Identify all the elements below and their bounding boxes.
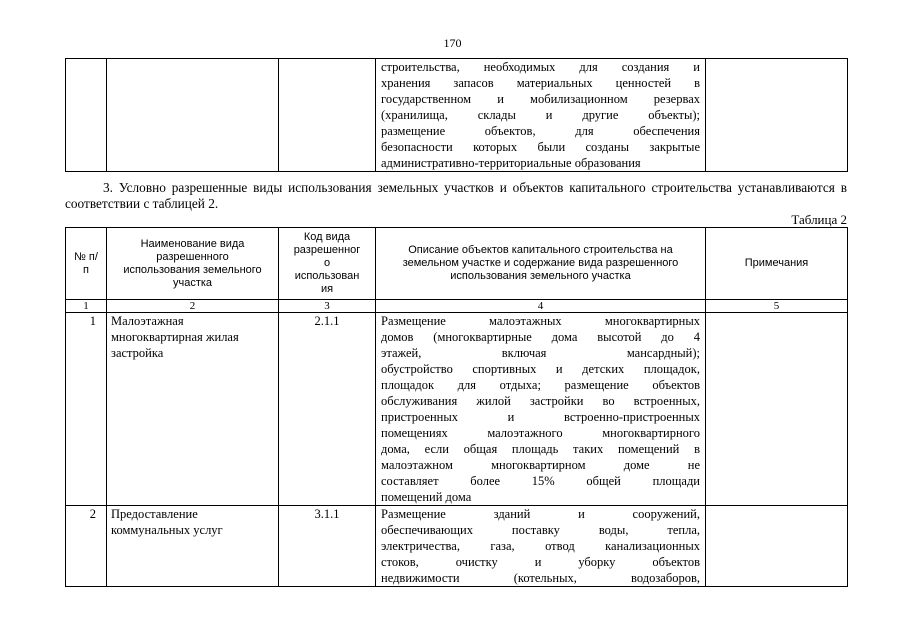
page-number: 170: [443, 36, 462, 50]
header-code-line: Код вида: [303, 231, 351, 243]
description-line: пристроенных и встроенно-пристроенных: [381, 410, 700, 424]
description-line: электричества, газа, отвод канализационных: [381, 539, 700, 553]
cont-desc-cell: [376, 59, 706, 172]
table-caption: Таблица 2: [791, 212, 847, 227]
column-number: 1: [66, 300, 107, 313]
cont-name-cell: [107, 59, 279, 172]
column-number: 2: [107, 300, 279, 313]
header-code-line: ия: [320, 283, 334, 295]
row-use-code: 2.1.1: [279, 313, 376, 506]
table-row: [66, 506, 848, 587]
row-use-name: Малоэтажная многоквартирная жилая застройка: [107, 313, 279, 506]
header-code-line: о: [323, 257, 331, 269]
cont-code-cell: [279, 59, 376, 172]
header-code: [279, 228, 376, 300]
cont-num-cell: [66, 59, 107, 172]
description-line: обслуживания жилой застройки во встроенных,: [381, 394, 700, 408]
conditional-uses-table: [65, 227, 848, 587]
description-line: обустройство спортивных и детских площадок,: [381, 362, 700, 376]
cont-desc-line: хранения запасов материальных ценностей в: [381, 76, 700, 90]
cont-desc-line: (хранилища, склады и другие объекты);: [381, 108, 700, 122]
description-line: этажей, включая мансардный);: [381, 346, 700, 360]
description-line: недвижимости (котельных, водозаборов,: [381, 571, 700, 585]
row-number: 1: [66, 313, 107, 506]
column-number: 3: [279, 300, 376, 313]
section-paragraph: 3. Условно разрешенные виды использования земельных участков и объектов капитального строительства устанавливаются в соответствии с таблицей 2.: [65, 180, 847, 211]
row-number: 2: [66, 506, 107, 587]
table-row: [66, 313, 848, 506]
header-notes: Примечания: [706, 228, 848, 300]
header-name: Наименование вида разрешенного использования земельного участка: [107, 228, 279, 300]
row-notes: [706, 313, 848, 506]
description-line: помещений дома: [381, 490, 472, 504]
header-desc: Описание объектов капитального строительства на земельном участке и содержание вида разрешенного использования земельного участка: [376, 228, 706, 300]
row-description: [376, 506, 706, 587]
cont-notes-cell: [706, 59, 848, 172]
description-line: Размещение зданий и сооружений,: [381, 507, 700, 521]
description-line: стоков, очистку и уборку объектов: [381, 555, 700, 569]
description-line: домов (многоквартирные дома высотой до 4: [381, 330, 700, 344]
cont-desc-line: государственном и мобилизационном резервах: [381, 92, 700, 106]
cont-desc-line: строительства, необходимых для создания и: [381, 60, 700, 74]
description-line: помещениях малоэтажного многоквартирного: [381, 426, 700, 440]
description-line: дома, если общая площадь таких помещений в: [381, 442, 700, 456]
row-description: [376, 313, 706, 506]
description-line: малоэтажном многоквартирном доме не: [381, 458, 700, 472]
cont-desc-line: административно-территориальные образования: [381, 156, 641, 170]
column-number: 4: [376, 300, 706, 313]
row-notes: [706, 506, 848, 587]
row-use-name: Предоставление коммунальных услуг: [107, 506, 279, 587]
column-number-row: [66, 300, 848, 313]
row-use-code: 3.1.1: [279, 506, 376, 587]
cont-desc-line: безопасности которых были созданы закрытые: [381, 140, 700, 154]
continuation-row: [66, 59, 848, 172]
header-num: № п/п: [66, 228, 107, 300]
description-line: Размещение малоэтажных многоквартирных: [381, 314, 700, 328]
header-code-line: разрешенног: [293, 244, 361, 256]
continuation-table: [65, 58, 848, 172]
table-body: [66, 313, 848, 587]
description-line: составляет более 15% общей площади: [381, 474, 700, 488]
description-line: площадок для отдыха; размещение объектов: [381, 378, 700, 392]
description-line: обеспечивающих поставку воды, тепла,: [381, 523, 700, 537]
column-number: 5: [706, 300, 848, 313]
cont-desc-line: размещение объектов, для обеспечения: [381, 124, 700, 138]
header-code-line: использован: [294, 270, 360, 282]
table-header-row: [66, 228, 848, 300]
